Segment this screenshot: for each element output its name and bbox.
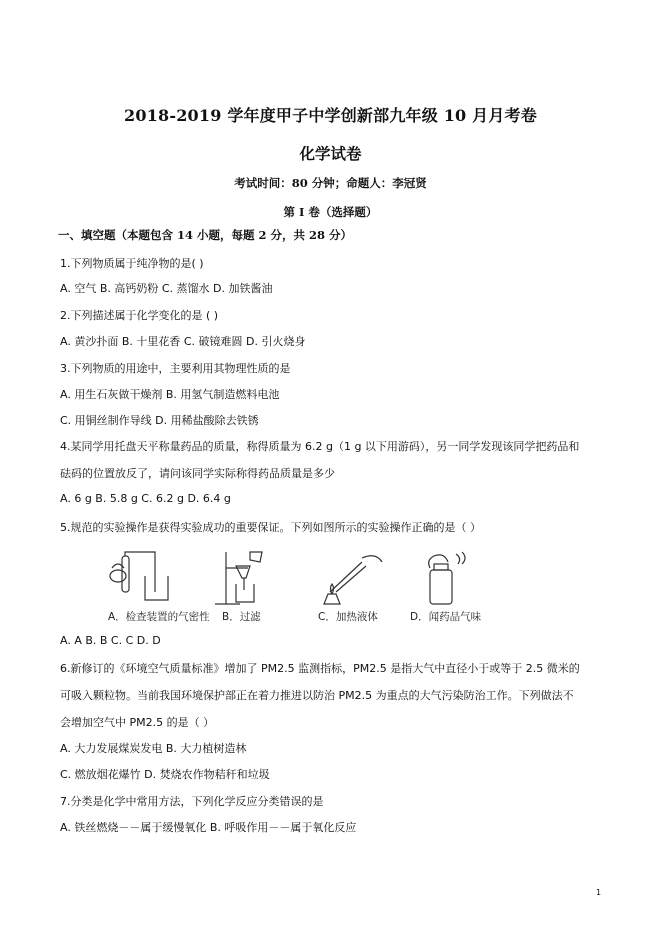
heating-liquid-illustration bbox=[324, 556, 382, 604]
exam-title: 2018-2019 学年度甲子中学创新部九年级 10 月月考卷 bbox=[124, 106, 537, 125]
q4-stem-1: 4.某同学用托盘天平称量药品的质量，称得质量为 6.2 g（1 g 以下用游码），另一同学发现该同学把药品和 bbox=[60, 440, 580, 453]
q2-options: A. 黄沙扑面 B. 十里花香 C. 破镜难圆 D. 引火烧身 bbox=[60, 335, 306, 348]
q5-options: A. A B. B C. C D. D bbox=[60, 634, 161, 647]
volume-label: 第 I 卷（选择题） bbox=[283, 205, 378, 219]
q3-options-2: C. 用铜丝制作导线 D. 用稀盐酸除去铁锈 bbox=[60, 414, 259, 427]
page-number: 1 bbox=[596, 888, 602, 897]
q6-options-2: C. 燃放烟花爆竹 D. 焚烧农作物秸秆和垃圾 bbox=[60, 768, 270, 781]
smelling-illustration bbox=[429, 552, 465, 604]
q6-options-1: A. 大力发展煤炭发电 B. 大力植树造林 bbox=[60, 742, 247, 755]
q6-stem-1: 6.新修订的《环境空气质量标准》增加了 PM2.5 监测指标，PM2.5 是指大气中直径小于或等于 2.5 微米的 bbox=[60, 662, 580, 675]
q5-experiment-figure bbox=[100, 548, 500, 626]
q1-options: A. 空气 B. 高钙奶粉 C. 蒸馏水 D. 加铁酱油 bbox=[60, 282, 273, 295]
figure-label-b: B．过滤 bbox=[222, 611, 261, 623]
figure-label-a: A．检查装置的气密性 bbox=[108, 611, 210, 623]
q4-options: A. 6 g B. 5.8 g C. 6.2 g D. 6.4 g bbox=[60, 492, 231, 505]
exam-info: 考试时间：80 分钟；命题人：李冠贤 bbox=[234, 176, 427, 190]
subject-title: 化学试卷 bbox=[299, 144, 362, 163]
q6-stem-2: 可吸入颗粒物。当前我国环境保护部正在着力推进以防治 PM2.5 为重点的大气污染防治工作。下列做法不 bbox=[60, 689, 574, 702]
q7-stem: 7.分类是化学中常用方法，下列化学反应分类错误的是 bbox=[60, 795, 324, 808]
q2-stem: 2.下列描述属于化学变化的是 ( ) bbox=[60, 309, 219, 322]
q3-options-1: A. 用生石灰做干燥剂 B. 用氢气制造燃料电池 bbox=[60, 388, 280, 401]
q6-stem-3: 会增加空气中 PM2.5 的是（ ） bbox=[60, 716, 215, 729]
q7-options-1: A. 铁丝燃烧－－属于缓慢氧化 B. 呼吸作用－－属于氧化反应 bbox=[60, 821, 357, 834]
q1-stem: 1.下列物质属于纯净物的是( ) bbox=[60, 257, 204, 270]
airtight-check-illustration bbox=[110, 552, 168, 600]
q3-stem: 3.下列物质的用途中，主要利用其物理性质的是 bbox=[60, 362, 291, 375]
q5-stem: 5.规范的实验操作是获得实验成功的重要保证。下列如图所示的实验操作正确的是（ ） bbox=[60, 521, 481, 534]
figure-label-c: C．加热液体 bbox=[318, 611, 378, 623]
filtration-illustration bbox=[215, 552, 262, 604]
section-heading: 一、填空题（本题包含 14 小题，每题 2 分，共 28 分） bbox=[58, 228, 353, 242]
figure-label-d: D．闻药品气味 bbox=[410, 611, 482, 623]
q4-stem-2: 砝码的位置放反了，请问该同学实际称得药品质量是多少 bbox=[60, 467, 335, 480]
